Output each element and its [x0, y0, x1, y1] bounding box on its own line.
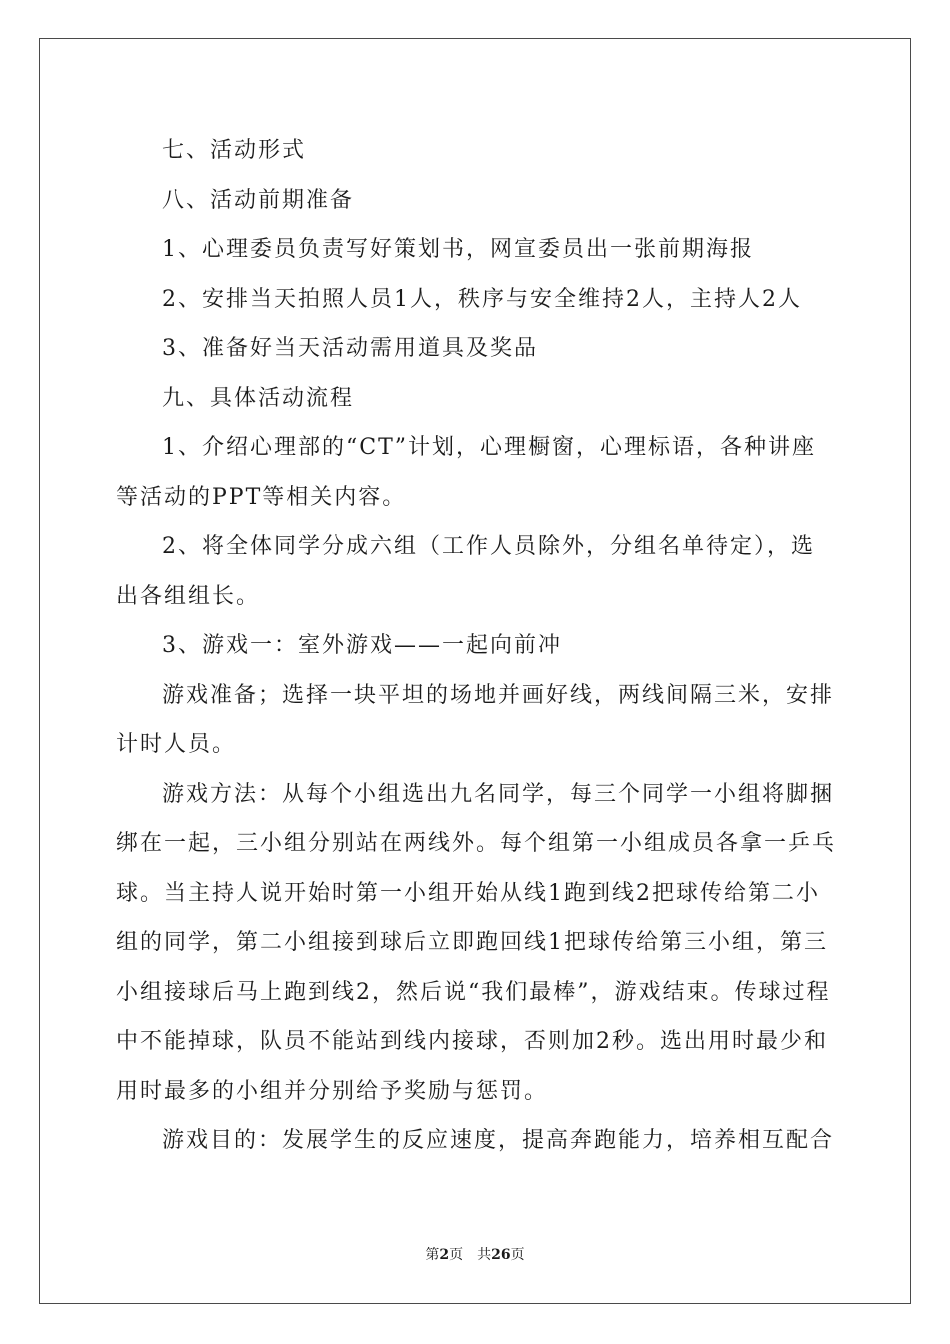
- list-item-process-3: 3、游戏一：室外游戏——一起向前冲: [162, 633, 562, 658]
- section-heading-process: 九、具体活动流程: [162, 385, 355, 411]
- game-method: 游戏方法：从每个小组选出九名同学，每三个同学一小组将脚捆绑在一起，三小组分别站在两线外。每个组第一小组成员各拿一乒乓球。当主持人说开始时第一小组开始从线1跑到线2把球传给第二小组的同学，第二小组接到球后立即跑回线1把球传给第三小组，第三小组接球后马上跑到线2，然后说“我们最棒”，游戏结束。传球过程中不能掉球，队员不能站到线内接球，否则加2秒。选出用时最少和用时最多的小组并分别给予奖励与惩罚。: [116, 781, 837, 1104]
- list-item-prep-2: 2、安排当天拍照人员1人，秩序与安全维持2人，主持人2人: [162, 286, 802, 312]
- list-item-process-1: 1、介绍心理部的“CT”计划，心理橱窗，心理标语，各种讲座等活动的PPT等相关内容。: [116, 435, 816, 510]
- document-body: [116, 126, 836, 1166]
- section-heading-activity-form: 七、活动形式: [162, 138, 307, 163]
- total-suffix: 页: [510, 1247, 525, 1263]
- game-purpose: 游戏目的：发展学生的反应速度，提高奔跑能力，培养相互配合: [162, 1128, 835, 1153]
- page-footer: [0, 1244, 950, 1264]
- list-item-prep-3: 3、准备好当天活动需用道具及奖品: [162, 336, 538, 361]
- total-prefix: 共: [477, 1247, 492, 1263]
- page-suffix: 页: [449, 1247, 464, 1263]
- list-item-prep-1: 1、心理委员负责写好策划书，网宣委员出一张前期海报: [162, 237, 754, 262]
- section-heading-preparation: 八、活动前期准备: [162, 187, 355, 213]
- game-preparation: 游戏准备；选择一块平坦的场地并画好线，两线间隔三米，安排计时人员。: [116, 682, 835, 757]
- page-prefix: 第: [425, 1247, 440, 1263]
- page-number: 2: [439, 1247, 450, 1263]
- total-pages: 26: [491, 1247, 511, 1263]
- list-item-process-2: 2、将全体同学分成六组（工作人员除外，分组名单待定），选出各组组长。: [116, 534, 815, 609]
